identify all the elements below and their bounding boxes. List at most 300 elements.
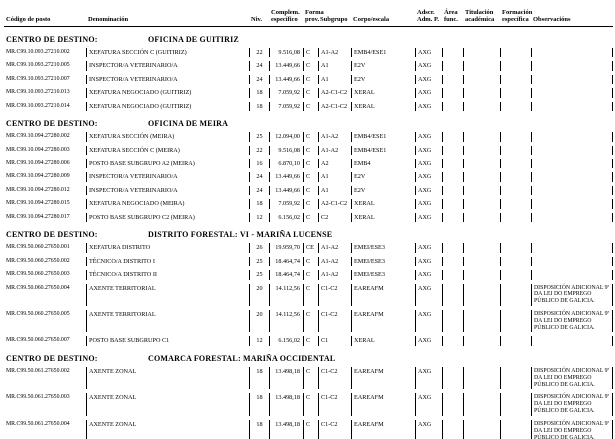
cell-denominacion: INSPECTOR/A VETERINARIO/A [86, 186, 249, 195]
cell-forma: C [303, 159, 318, 168]
cell-niv: 18 [249, 393, 269, 415]
cell-subgrupo: A1-A2 [318, 270, 351, 279]
cell-formacion [500, 199, 531, 208]
cell-complem: 6.870,10 [269, 159, 303, 168]
cell-area [442, 367, 463, 389]
column-header-formacion [500, 9, 531, 24]
column-header-line2: académica [465, 16, 495, 24]
table-row [4, 132, 613, 141]
cell-titulacion [463, 393, 500, 415]
cell-subgrupo: A1-A2 [318, 132, 351, 141]
cell-subgrupo: A1-A2 [318, 243, 351, 252]
cell-codigo: MR.C99.10.093.27210.013 [6, 89, 70, 96]
cell-area [442, 243, 463, 252]
cell-titulacion [463, 284, 500, 306]
cell-complem: 7.059,92 [269, 199, 303, 208]
cell-niv: 22 [249, 146, 269, 155]
table-row [4, 186, 613, 195]
cell-formacion [500, 336, 531, 345]
centro-destino-section [4, 354, 613, 439]
cell-formacion [500, 75, 531, 84]
cell-observacions: DISPOSICIÓN ADICIONAL 9ª DA LEI DO EMPREGO PÚBLICO DE GALICIA. [531, 367, 613, 389]
cell-adscr: AXG [415, 243, 442, 252]
column-header-line2: Observacións [533, 16, 571, 24]
cell-denominacion: XEFATURA SECCIÓN C (MEIRA) [86, 146, 249, 155]
cell-forma: CE [303, 243, 318, 252]
table-body [4, 35, 613, 439]
cell-denominacion: POSTO BASE SUBGRUPO C2 (MEIRA) [86, 213, 249, 222]
cell-complem: 19.959,70 [269, 243, 303, 252]
cell-denominacion: POSTO BASE SUBGRUPO C1 [86, 336, 249, 345]
cell-adscr: AXG [415, 270, 442, 279]
centro-destino-section [4, 35, 613, 111]
cell-niv: 18 [249, 102, 269, 111]
cell-niv: 16 [249, 159, 269, 168]
cell-area [442, 257, 463, 266]
cell-subgrupo: A1-A2 [318, 48, 351, 57]
cell-formacion [500, 270, 531, 279]
cell-subgrupo: A2-C1-C2 [318, 88, 351, 97]
cell-complem: 14.112,56 [269, 310, 303, 332]
cell-observacions [531, 270, 613, 279]
cell-area [442, 61, 463, 70]
cell-subgrupo: A1 [318, 61, 351, 70]
cell-complem: 18.464,74 [269, 257, 303, 266]
cell-formacion [500, 420, 531, 439]
cell-adscr: AXG [415, 284, 442, 306]
cell-denominacion: AXENTE ZONAL [86, 393, 249, 415]
cell-corpo: EMB4/ESE1 [351, 132, 415, 141]
cell-subgrupo: C1-C2 [318, 367, 351, 389]
column-header-line2: prov. [305, 16, 320, 24]
column-header-line2: Código de posto [6, 16, 51, 24]
cell-forma: C [303, 420, 318, 439]
column-header-line1: Área [444, 9, 458, 16]
cell-formacion [500, 243, 531, 252]
cell-denominacion: INSPECTOR/A VETERINARIO/A [86, 61, 249, 70]
cell-titulacion [463, 159, 500, 168]
cell-niv: 24 [249, 186, 269, 195]
column-header-line1: Formación [502, 9, 533, 16]
cell-niv: 18 [249, 88, 269, 97]
cell-forma: C [303, 310, 318, 332]
cell-subgrupo: C1-C2 [318, 284, 351, 306]
cell-observacions [531, 88, 613, 97]
cell-area [442, 132, 463, 141]
cell-corpo: E2V [351, 186, 415, 195]
cell-niv: 18 [249, 367, 269, 389]
cell-subgrupo: A2 [318, 159, 351, 168]
cell-corpo: XERAL [351, 102, 415, 111]
cell-observacions [531, 213, 613, 222]
cell-adscr: AXG [415, 367, 442, 389]
cell-niv: 18 [249, 199, 269, 208]
cell-corpo: XERAL [351, 336, 415, 345]
cell-adscr: AXG [415, 213, 442, 222]
section-title: OFICINA DE MEIRA [148, 119, 229, 129]
cell-niv: 24 [249, 172, 269, 181]
cell-denominacion: XEFATURA SECCIÓN C (GUITIRIZ) [86, 48, 249, 57]
cell-complem: 6.156,02 [269, 213, 303, 222]
cell-area [442, 146, 463, 155]
cell-denominacion: AXENTE TERRITORIAL [86, 310, 249, 332]
cell-titulacion [463, 257, 500, 266]
cell-titulacion [463, 102, 500, 111]
cell-titulacion [463, 186, 500, 195]
cell-denominacion: TÉCNICO/A DISTRITO I [86, 257, 249, 266]
table-row [4, 146, 613, 155]
column-header-line1: Adscr. [417, 9, 435, 16]
cell-codigo: MR.C99.10.094.27280.009 [6, 173, 70, 180]
column-header-subgrupo [318, 9, 351, 24]
column-header-corpo [351, 9, 415, 24]
column-header-line2: específica [502, 16, 529, 24]
cell-subgrupo: A1 [318, 186, 351, 195]
cell-observacions [531, 102, 613, 111]
section-header [4, 230, 613, 243]
cell-area [442, 88, 463, 97]
cell-subgrupo: C1-C2 [318, 310, 351, 332]
cell-denominacion: XEFATURA NEGOCIADO (GUITIRIZ) [86, 102, 249, 111]
cell-adscr: AXG [415, 102, 442, 111]
cell-corpo: EAREAFM [351, 284, 415, 306]
section-title: COMARCA FORESTAL: MARIÑA OCCIDENTAL [148, 353, 336, 363]
cell-forma: C [303, 132, 318, 141]
column-header-titulacion [463, 9, 500, 24]
cell-corpo: EAREAFM [351, 367, 415, 389]
column-header-line2: Niv. [251, 16, 263, 24]
cell-corpo: EMB4/ESE1 [351, 146, 415, 155]
cell-niv: 25 [249, 270, 269, 279]
cell-forma: C [303, 61, 318, 70]
table-row [4, 172, 613, 181]
cell-complem: 9.516,08 [269, 146, 303, 155]
cell-niv: 12 [249, 213, 269, 222]
cell-codigo: MR.C99.50.060.27650.004 [6, 284, 70, 291]
cell-titulacion [463, 310, 500, 332]
cell-formacion [500, 186, 531, 195]
cell-titulacion [463, 367, 500, 389]
column-header-niv [249, 9, 269, 24]
cell-forma: C [303, 172, 318, 181]
column-header-observacions [531, 9, 613, 24]
cell-formacion [500, 257, 531, 266]
cell-denominacion: INSPECTOR/A VETERINARIO/A [86, 75, 249, 84]
cell-corpo: EAREAFM [351, 393, 415, 415]
column-header-line2: func. [444, 16, 458, 24]
cell-corpo: XERAL [351, 199, 415, 208]
cell-niv: 25 [249, 257, 269, 266]
cell-adscr: AXG [415, 61, 442, 70]
column-header-complem [269, 9, 303, 24]
cell-codigo: MR.C99.50.060.27650.007 [6, 337, 70, 344]
cell-subgrupo: C1-C2 [318, 393, 351, 415]
cell-denominacion: XEFATURA NEGOCIADO (MEIRA) [86, 199, 249, 208]
table-row [4, 420, 613, 439]
cell-complem: 13.449,66 [269, 172, 303, 181]
cell-niv: 26 [249, 243, 269, 252]
table-row [4, 257, 613, 266]
cell-area [442, 48, 463, 57]
cell-titulacion [463, 243, 500, 252]
cell-observacions [531, 48, 613, 57]
column-header-line2: Denominación [88, 16, 129, 24]
table-row [4, 102, 613, 111]
cell-adscr: AXG [415, 88, 442, 97]
cell-titulacion [463, 270, 500, 279]
cell-forma: C [303, 75, 318, 84]
cell-formacion [500, 48, 531, 57]
cell-adscr: AXG [415, 172, 442, 181]
cell-observacions [531, 159, 613, 168]
cell-observacions: DISPOSICIÓN ADICIONAL 9ª DA LEI DO EMPREGO PÚBLICO DE GALICIA. [531, 284, 613, 306]
cell-formacion [500, 310, 531, 332]
centro-destino-section [4, 119, 613, 222]
cell-forma: C [303, 270, 318, 279]
column-header-line2: Subgrupo [320, 16, 348, 24]
cell-corpo: E2V [351, 172, 415, 181]
cell-observacions [531, 61, 613, 70]
cell-forma: C [303, 199, 318, 208]
cell-forma: C [303, 367, 318, 389]
cell-observacions [531, 132, 613, 141]
cell-forma: C [303, 284, 318, 306]
cell-niv: 12 [249, 336, 269, 345]
cell-denominacion: XEFATURA NEGOCIADO (GUITIRIZ) [86, 88, 249, 97]
cell-corpo: XERAL [351, 88, 415, 97]
cell-complem: 13.449,66 [269, 61, 303, 70]
table-row [4, 243, 613, 252]
cell-formacion [500, 132, 531, 141]
cell-niv: 25 [249, 132, 269, 141]
cell-formacion [500, 213, 531, 222]
cell-adscr: AXG [415, 48, 442, 57]
cell-formacion [500, 88, 531, 97]
cell-formacion [500, 393, 531, 415]
cell-adscr: AXG [415, 159, 442, 168]
cell-complem: 7.059,92 [269, 102, 303, 111]
table-row [4, 159, 613, 168]
cell-niv: 24 [249, 61, 269, 70]
cell-area [442, 270, 463, 279]
cell-area [442, 199, 463, 208]
table-row [4, 199, 613, 208]
centro-destino-section [4, 230, 613, 346]
column-header-denominacion [86, 9, 249, 24]
cell-observacions: DISPOSICIÓN ADICIONAL 9ª DA LEI DO EMPREGO PÚBLICO DE GALICIA. [531, 310, 613, 332]
cell-adscr: AXG [415, 186, 442, 195]
cell-corpo: E2V [351, 61, 415, 70]
cell-corpo: EMEI/ESE3 [351, 257, 415, 266]
cell-codigo: MR.C99.50.060.27650.003 [6, 271, 70, 278]
cell-area [442, 213, 463, 222]
cell-complem: 13.498,18 [269, 367, 303, 389]
cell-codigo: MR.C99.10.094.27280.017 [6, 213, 70, 220]
cell-forma: C [303, 186, 318, 195]
column-header-line2: Corpo/escala [353, 16, 390, 24]
column-header-codigo [4, 9, 86, 24]
cell-codigo: MR.C99.10.094.27280.003 [6, 146, 70, 153]
table-row [4, 284, 613, 306]
cell-area [442, 393, 463, 415]
cell-codigo: MR.C99.10.093.27210.014 [6, 102, 70, 109]
cell-forma: C [303, 393, 318, 415]
cell-denominacion: INSPECTOR/A VETERINARIO/A [86, 172, 249, 181]
table-row [4, 61, 613, 70]
cell-observacions [531, 336, 613, 345]
cell-formacion [500, 367, 531, 389]
section-header [4, 35, 613, 48]
column-header-forma [303, 9, 324, 24]
cell-niv: 24 [249, 75, 269, 84]
cell-forma: C [303, 257, 318, 266]
cell-formacion [500, 172, 531, 181]
cell-denominacion: POSTO BASE SUBGRUPO A2 (MEIRA) [86, 159, 249, 168]
section-title: OFICINA DE GUITIRIZ [148, 34, 239, 44]
cell-area [442, 336, 463, 345]
cell-formacion [500, 61, 531, 70]
table-row [4, 336, 613, 345]
cell-codigo: MR.C99.10.094.27280.002 [6, 133, 70, 140]
section-title: DISTRITO FORESTAL: VI - MARIÑA LUCENSE [148, 230, 333, 240]
cell-codigo: MR.C99.50.060.27650.005 [6, 310, 70, 317]
centro-destino-label: CENTRO DE DESTINO: [6, 353, 98, 363]
column-header-area [442, 9, 463, 24]
column-header-adscr [415, 9, 442, 24]
cell-complem: 13.498,18 [269, 393, 303, 415]
cell-corpo: E2V [351, 75, 415, 84]
cell-formacion [500, 159, 531, 168]
centro-destino-label: CENTRO DE DESTINO: [6, 230, 98, 240]
cell-titulacion [463, 213, 500, 222]
cell-adscr: AXG [415, 146, 442, 155]
column-header-line1: Forma [305, 9, 324, 16]
centro-destino-label: CENTRO DE DESTINO: [6, 34, 98, 44]
cell-corpo: EMB4/ESE1 [351, 48, 415, 57]
cell-forma: C [303, 213, 318, 222]
cell-codigo: MR.C99.50.061.27650.003 [6, 394, 70, 401]
cell-corpo: XERAL [351, 213, 415, 222]
cell-denominacion: TÉCNICO/A DISTRITO II [86, 270, 249, 279]
cell-codigo: MR.C99.50.060.27650.002 [6, 257, 70, 264]
cell-area [442, 102, 463, 111]
cell-observacions: DISPOSICIÓN ADICIONAL 9ª DA LEI DO EMPREGO PÚBLICO DE GALICIA. [531, 420, 613, 439]
cell-subgrupo: A2-C1-C2 [318, 102, 351, 111]
centro-destino-label: CENTRO DE DESTINO: [6, 119, 98, 129]
cell-titulacion [463, 75, 500, 84]
cell-formacion [500, 284, 531, 306]
cell-adscr: AXG [415, 393, 442, 415]
cell-observacions [531, 146, 613, 155]
cell-observacions [531, 186, 613, 195]
cell-niv: 20 [249, 310, 269, 332]
cell-corpo: EAREAFM [351, 420, 415, 439]
cell-observacions [531, 199, 613, 208]
cell-area [442, 75, 463, 84]
cell-codigo: MR.C99.50.061.27650.004 [6, 420, 70, 427]
table-row [4, 213, 613, 222]
cell-denominacion: AXENTE ZONAL [86, 367, 249, 389]
cell-niv: 18 [249, 420, 269, 439]
cell-titulacion [463, 48, 500, 57]
section-header [4, 354, 613, 367]
cell-complem: 9.516,08 [269, 48, 303, 57]
cell-corpo: EMB4 [351, 159, 415, 168]
cell-titulacion [463, 420, 500, 439]
cell-adscr: AXG [415, 420, 442, 439]
table-header-row [4, 9, 613, 27]
cell-titulacion [463, 336, 500, 345]
cell-formacion [500, 146, 531, 155]
cell-subgrupo: A1 [318, 75, 351, 84]
cell-area [442, 172, 463, 181]
cell-forma: C [303, 146, 318, 155]
cell-codigo: MR.C99.10.094.27280.015 [6, 200, 70, 207]
cell-denominacion: AXENTE ZONAL [86, 420, 249, 439]
cell-codigo: MR.C99.10.093.27210.007 [6, 75, 70, 82]
cell-forma: C [303, 48, 318, 57]
cell-area [442, 310, 463, 332]
cell-observacions: DISPOSICIÓN ADICIONAL 9ª DA LEI DO EMPREGO PÚBLICO DE GALICIA. [531, 393, 613, 415]
cell-denominacion: AXENTE TERRITORIAL [86, 284, 249, 306]
cell-subgrupo: C1 [318, 336, 351, 345]
cell-codigo: MR.C99.10.094.27280.006 [6, 160, 70, 166]
cell-adscr: AXG [415, 336, 442, 345]
column-header-line2: específico [271, 16, 298, 24]
cell-complem: 12.094,00 [269, 132, 303, 141]
cell-area [442, 159, 463, 168]
cell-observacions [531, 172, 613, 181]
cell-codigo: MR.C99.50.061.27650.002 [6, 367, 70, 374]
column-header-line1: Complem. [271, 9, 300, 16]
cell-area [442, 284, 463, 306]
cell-formacion [500, 102, 531, 111]
cell-titulacion [463, 146, 500, 155]
table-row [4, 270, 613, 279]
cell-complem: 7.059,92 [269, 88, 303, 97]
cell-corpo: EAREAFM [351, 310, 415, 332]
cell-codigo: MR.C99.10.093.27210.005 [6, 62, 70, 69]
cell-subgrupo: A1-A2 [318, 257, 351, 266]
cell-complem: 13.449,66 [269, 75, 303, 84]
section-header [4, 119, 613, 132]
cell-adscr: AXG [415, 75, 442, 84]
cell-area [442, 186, 463, 195]
cell-corpo: EMEI/ESE3 [351, 270, 415, 279]
cell-forma: C [303, 102, 318, 111]
table-row [4, 310, 613, 332]
cell-denominacion: XEFATURA DISTRITO [86, 243, 249, 252]
cell-subgrupo: C2 [318, 213, 351, 222]
cell-area [442, 420, 463, 439]
cell-niv: 20 [249, 284, 269, 306]
cell-niv: 22 [249, 48, 269, 57]
table-row [4, 88, 613, 97]
cell-complem: 13.449,66 [269, 186, 303, 195]
cell-observacions [531, 243, 613, 252]
cell-subgrupo: A1-A2 [318, 146, 351, 155]
cell-forma: C [303, 88, 318, 97]
table-row [4, 367, 613, 389]
cell-adscr: AXG [415, 132, 442, 141]
cell-complem: 6.156,02 [269, 336, 303, 345]
cell-titulacion [463, 172, 500, 181]
cell-codigo: MR.C99.50.060.27650.001 [6, 244, 70, 251]
cell-complem: 14.112,56 [269, 284, 303, 306]
cell-subgrupo: A2-C1-C2 [318, 199, 351, 208]
table-row [4, 48, 613, 57]
cell-complem: 18.464,74 [269, 270, 303, 279]
